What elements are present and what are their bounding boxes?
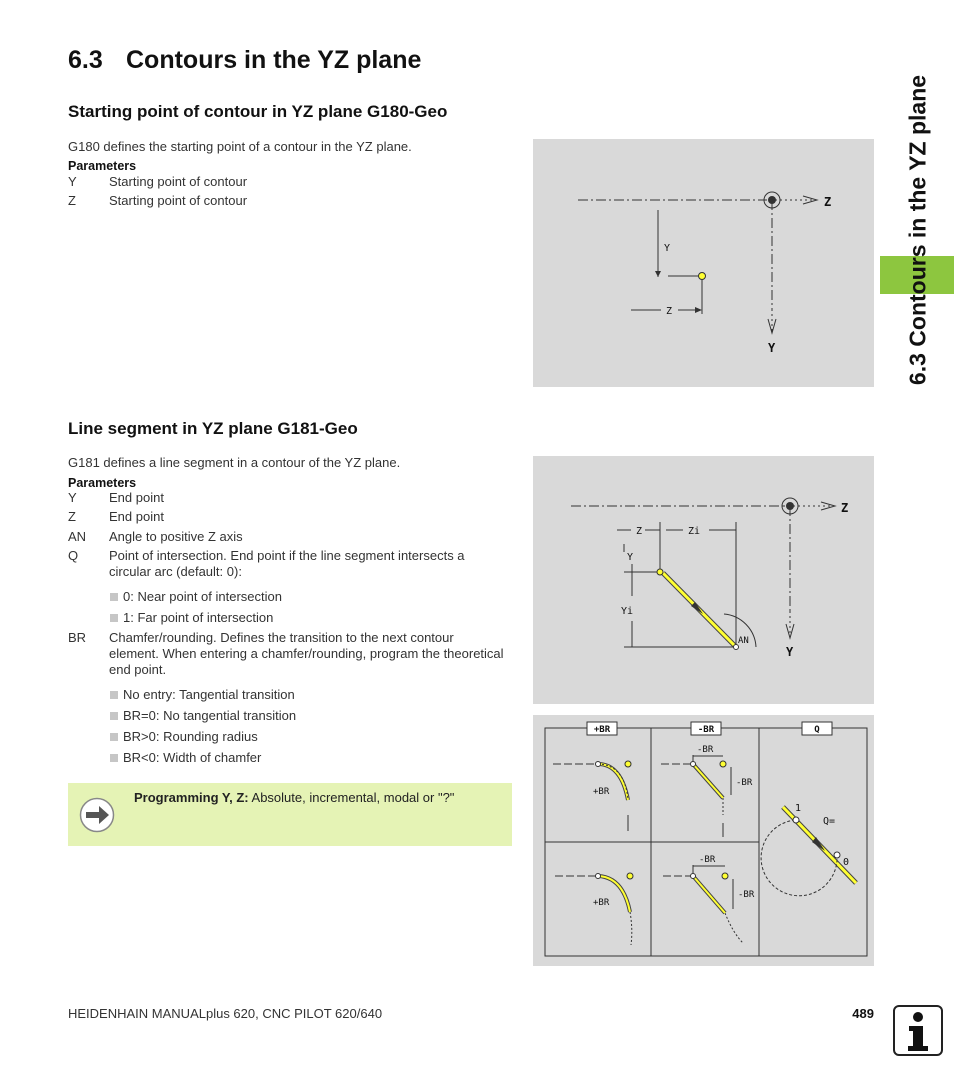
g181-heading: Line segment in YZ plane G181-Geo	[68, 419, 358, 438]
page-number: 489	[852, 1006, 874, 1021]
bullet-square-icon	[110, 691, 118, 699]
dim-zi-label: Zi	[688, 526, 701, 537]
list-item: BR>0: Rounding radius	[110, 729, 258, 744]
list-item: 0: Near point of intersection	[110, 589, 282, 604]
list-item: BR=0: No tangential transition	[110, 708, 296, 723]
label-minus-br-top: -BR	[697, 745, 714, 755]
dim-y-label: Y	[664, 243, 671, 254]
angle-an-label: AN	[738, 636, 749, 646]
param-desc: Point of intersection. End point if the line segment intersects a circular arc (default: 0):	[109, 548, 465, 579]
param-desc: Starting point of contour	[109, 193, 248, 208]
param-key: Z	[68, 193, 76, 208]
bullet-square-icon	[110, 733, 118, 741]
q-eq-label: Q=	[823, 816, 836, 827]
g181-intro: G181 defines a line segment in a contour of the YZ plane.	[68, 455, 401, 470]
label-minus-br-side: -BR	[736, 778, 753, 788]
param-key: Y	[68, 174, 77, 189]
axis-y-label: Y	[786, 645, 794, 659]
g180-figure	[533, 139, 874, 387]
footer-text: HEIDENHAIN MANUALplus 620, CNC PILOT 620/640	[68, 1006, 383, 1021]
bullet-square-icon	[110, 712, 118, 720]
param-desc: End point	[109, 490, 164, 505]
page-title	[68, 46, 421, 75]
label-plus-br: +BR	[593, 898, 610, 908]
g180-intro: G180 defines the starting point of a contour in the YZ plane.	[68, 139, 412, 154]
q-label-0: 0	[843, 857, 850, 868]
param-key: BR	[68, 630, 87, 645]
list-item: 1: Far point of intersection	[110, 610, 273, 625]
q-label-1: 1	[795, 803, 802, 814]
header-plus-br: +BR	[593, 725, 611, 735]
bullet-square-icon	[110, 614, 118, 622]
axis-z-label: Z	[824, 195, 832, 209]
param-desc: End point	[109, 509, 164, 524]
header-minus-br: -BR	[697, 725, 715, 735]
param-key: Y	[68, 490, 77, 505]
bullet-square-icon	[110, 593, 118, 601]
info-icon	[893, 1005, 943, 1056]
param-key: AN	[68, 529, 87, 544]
note-text: Programming Y, Z: Absolute, incremental, modal or "?"	[134, 790, 455, 805]
list-item: BR<0: Width of chamfer	[110, 750, 261, 765]
axis-z-label: Z	[841, 501, 849, 515]
arrow-right-icon	[79, 797, 115, 833]
dim-z-label: Z	[666, 306, 673, 317]
note-box	[68, 783, 512, 846]
section-title: Contours in the YZ plane	[126, 46, 422, 74]
list-item: No entry: Tangential transition	[110, 687, 295, 702]
label-minus-br-side: -BR	[738, 890, 755, 900]
br-figure	[533, 715, 874, 966]
dim-z-label: Z	[636, 526, 643, 537]
dim-y-label: Y	[627, 552, 634, 563]
dim-yi-label: Yi	[621, 606, 634, 617]
section-number: 6.3	[68, 46, 103, 74]
g180-params-label: Parameters	[68, 159, 137, 173]
param-desc: Chamfer/rounding. Defines the transition to the next contour element. When entering a chamfer/rounding, program the theoretical end point.	[109, 630, 504, 677]
param-key: Z	[68, 509, 76, 524]
line-start-point	[657, 569, 663, 575]
header-q: Q	[814, 725, 820, 735]
bullet-square-icon	[110, 754, 118, 762]
g180-heading: Starting point of contour in YZ plane G180-Geo	[68, 102, 448, 121]
param-desc: Starting point of contour	[109, 174, 248, 189]
start-point	[699, 273, 706, 280]
label-plus-br: +BR	[593, 787, 610, 797]
label-minus-br-top: -BR	[699, 855, 716, 865]
g181-params-label: Parameters	[68, 476, 137, 490]
param-key: Q	[68, 548, 79, 563]
axis-y-label: Y	[768, 341, 776, 355]
param-desc: Angle to positive Z axis	[109, 529, 243, 544]
g181-figure	[533, 456, 874, 704]
